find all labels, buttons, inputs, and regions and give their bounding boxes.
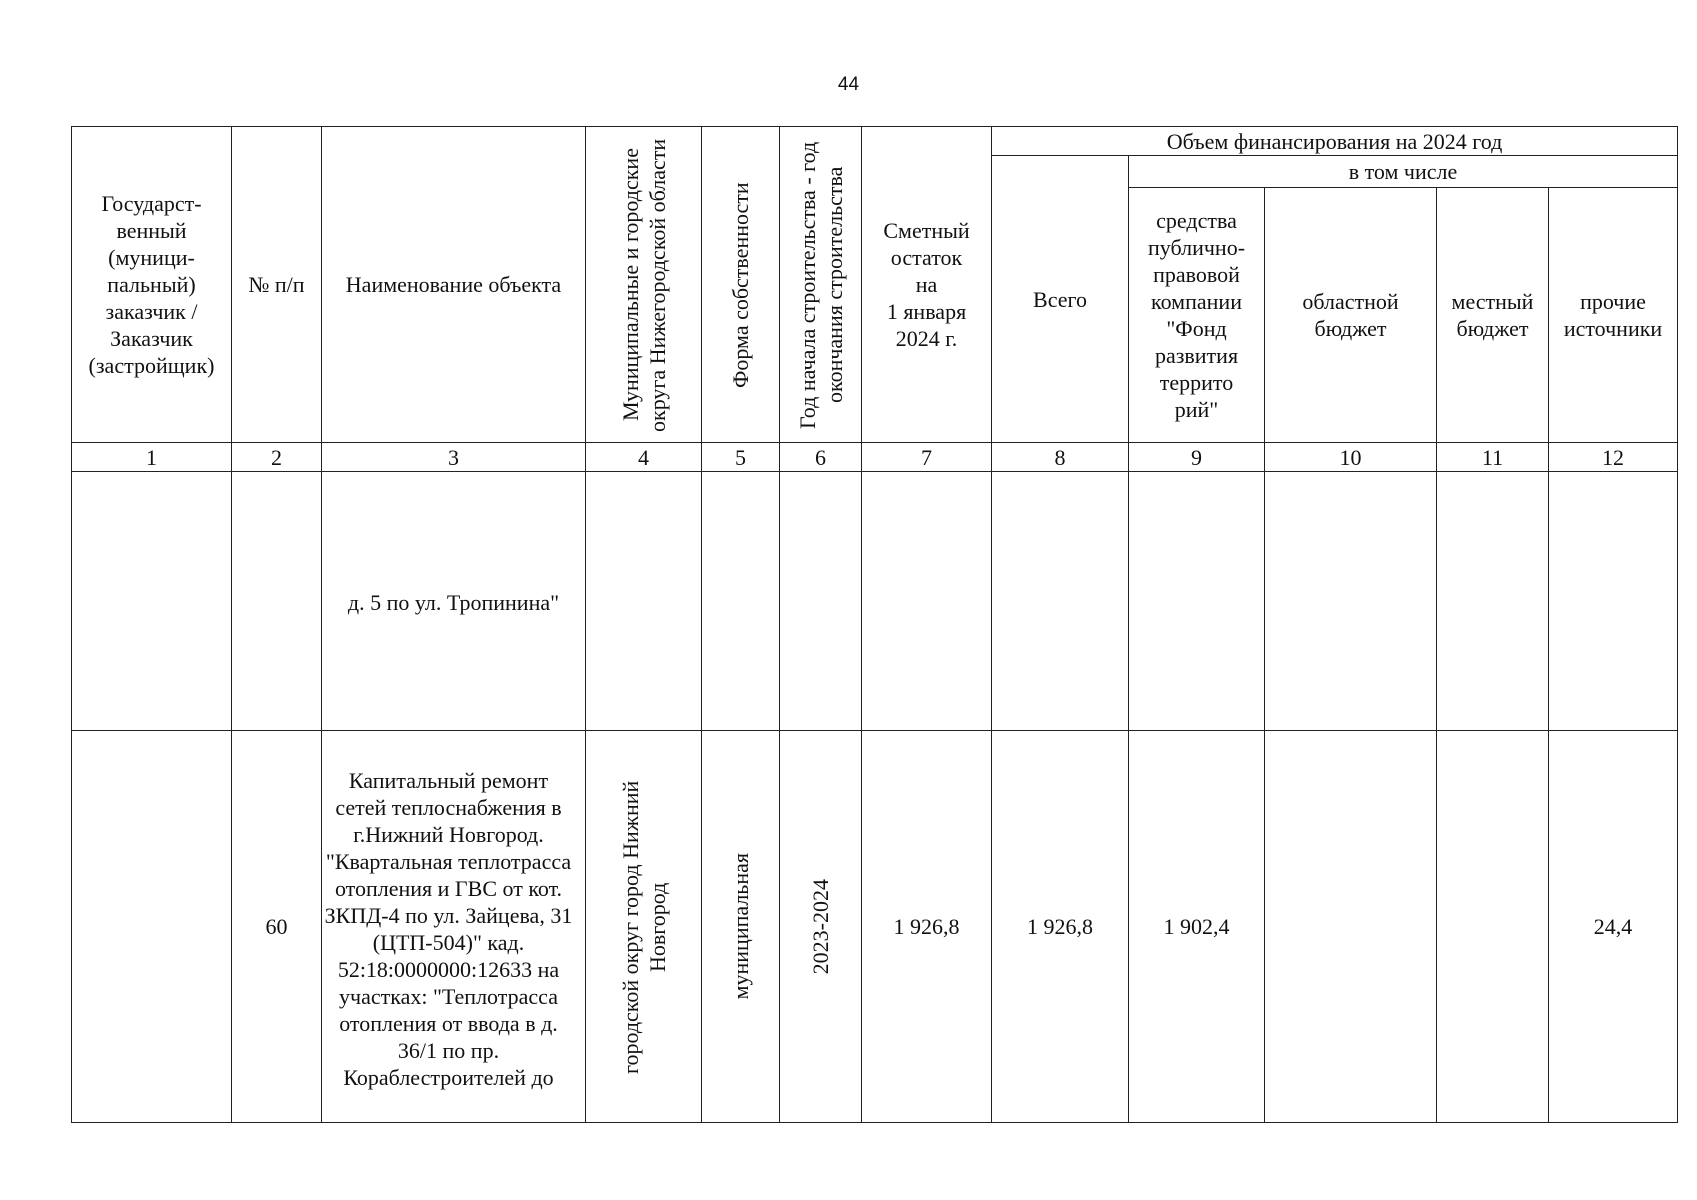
cell-customer: [72, 472, 232, 731]
column-number: 3: [322, 443, 586, 472]
cell-years: [780, 472, 862, 731]
column-number: 2: [232, 443, 322, 472]
cell-object-name: Капитальный ремонт сетей теплоснабжения в г.Нижний Новгород. "Квартальная теплотрасса отопления и ГВС от кот. ЗКПД-4 по ул. Зайцева, 31 (ЦТП-504)" кад. 52:18:0000000:12633 на участках: "Теплотрасса отопления от ввода в д. 36/1 по пр. Кораблестроителей до: [322, 731, 586, 1123]
header-years-text: Год начала строительства - год окончания строительства: [794, 140, 847, 429]
column-number: 8: [992, 443, 1129, 472]
cell-municipality-text: городской округ город Нижний Новгород: [617, 779, 670, 1074]
cell-municipality: [586, 731, 702, 1123]
column-number: 12: [1549, 443, 1678, 472]
cell-local: [1437, 472, 1549, 731]
header-balance: Сметный остаток на 1 января 2024 г.: [862, 127, 992, 443]
header-including: в том числе: [1129, 156, 1678, 188]
header-total: Всего: [992, 156, 1129, 443]
column-number: 9: [1129, 443, 1265, 472]
header-local: местный бюджет: [1437, 188, 1549, 443]
cell-local: [1437, 731, 1549, 1123]
cell-ownership: [702, 472, 780, 731]
column-number-row: [72, 443, 1678, 472]
column-number: 6: [780, 443, 862, 472]
cell-total: [992, 472, 1129, 731]
cell-balance: [862, 472, 992, 731]
header-ownership-text: Форма собственности: [728, 181, 753, 388]
cell-object-name: д. 5 по ул. Тропинина": [322, 472, 586, 731]
page-number: 44: [837, 74, 860, 95]
header-number: № п/п: [232, 127, 322, 443]
cell-ownership: [702, 731, 780, 1123]
cell-years-text: 2023-2024: [808, 878, 833, 975]
cell-regional: [1265, 731, 1437, 1123]
header-fund: средства публично- правовой компании "Фонд развития террито рий": [1129, 188, 1265, 443]
header-regional: областной бюджет: [1265, 188, 1437, 443]
cell-total: 1 926,8: [992, 731, 1129, 1123]
cell-municipality: [586, 472, 702, 731]
cell-ownership-text: муниципальная: [728, 853, 753, 1000]
cell-fund: [1129, 472, 1265, 731]
cell-other: [1549, 472, 1678, 731]
header-other: прочие источники: [1549, 188, 1678, 443]
cell-years: [780, 731, 862, 1123]
cell-number: 60: [232, 731, 322, 1123]
column-number: 11: [1437, 443, 1549, 472]
cell-regional: [1265, 472, 1437, 731]
header-years: [780, 127, 862, 443]
column-number: 10: [1265, 443, 1437, 472]
cell-number: [232, 472, 322, 731]
table-row: [72, 731, 1678, 1123]
column-number: 1: [72, 443, 232, 472]
header-funding-group: Объем финансирования на 2024 год: [992, 127, 1678, 156]
cell-fund: 1 902,4: [1129, 731, 1265, 1123]
column-number: 4: [586, 443, 702, 472]
table-row: [72, 472, 1678, 731]
column-number: 5: [702, 443, 780, 472]
cell-balance: 1 926,8: [862, 731, 992, 1123]
header-object-name: Наименование объекта: [322, 127, 586, 443]
column-number: 7: [862, 443, 992, 472]
header-municipality: [586, 127, 702, 443]
cell-customer: [72, 731, 232, 1123]
header-customer: Государст- венный (муници- пальный) заказчик / Заказчик (застройщик): [72, 127, 232, 443]
financing-table: [71, 126, 1678, 1123]
cell-other: 24,4: [1549, 731, 1678, 1123]
header-municipality-text: Муниципальные и городские округа Нижегородской области: [617, 137, 670, 432]
header-ownership: [702, 127, 780, 443]
